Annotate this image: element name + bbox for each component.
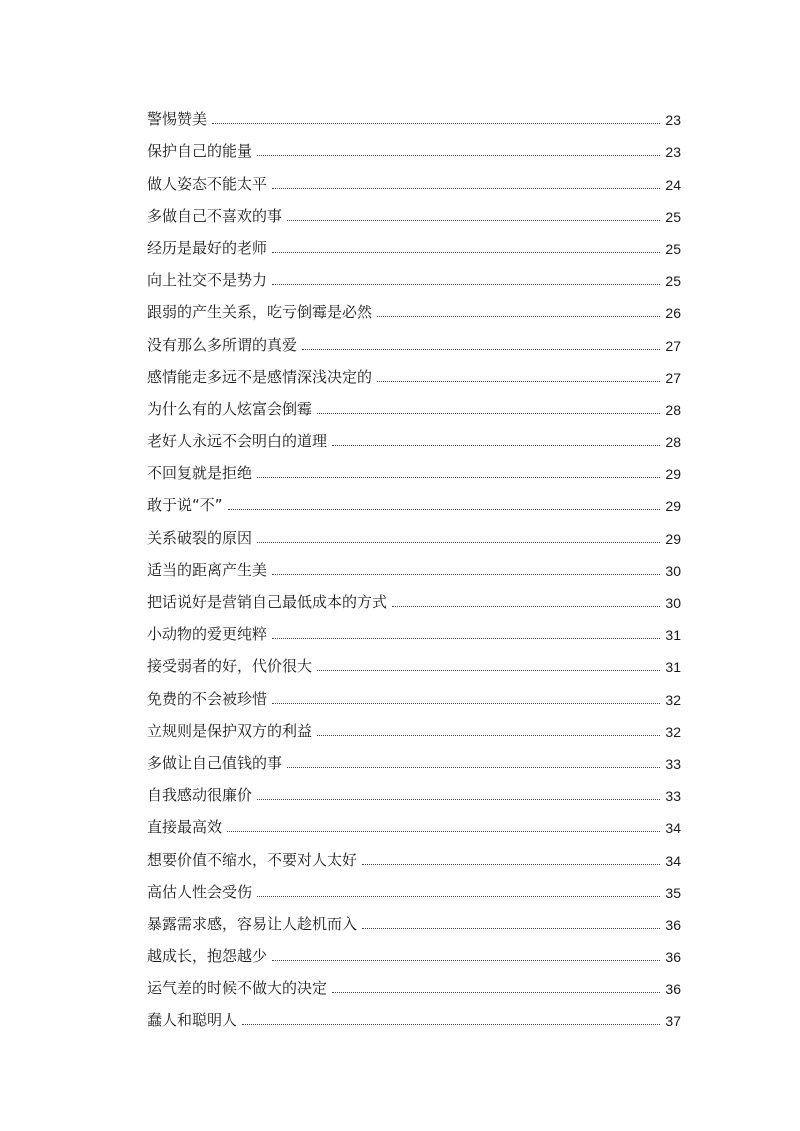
toc-entry-title: 把话说好是营销自己最低成本的方式 — [147, 593, 388, 611]
dot-leader — [377, 316, 660, 317]
toc-entry-title: 多做让自己值钱的事 — [147, 753, 283, 772]
toc-entry-page-number: 30 — [665, 562, 681, 579]
dot-leader — [317, 670, 660, 671]
dot-leader — [272, 284, 660, 285]
dot-leader — [302, 349, 660, 350]
toc-entry-page-number: 28 — [665, 434, 681, 451]
toc-entry[interactable] — [147, 871, 681, 903]
toc-entry[interactable] — [147, 484, 681, 516]
toc-entry[interactable] — [147, 452, 681, 484]
toc-entry[interactable] — [147, 645, 681, 677]
toc-entry-page-number: 36 — [665, 949, 681, 966]
toc-entry[interactable] — [147, 742, 681, 774]
toc-entry-title: 高估人性会受伤 — [147, 882, 253, 901]
toc-entry-title: 多做自己不喜欢的事 — [147, 206, 283, 225]
toc-entry-title: 为什么有的人炫富会倒霉 — [147, 399, 313, 418]
toc-entry-title: 跟弱的产生关系，吃亏倒霉是必然 — [147, 303, 373, 322]
toc-entry[interactable] — [147, 420, 681, 452]
toc-entry[interactable] — [147, 227, 681, 259]
dot-leader — [287, 767, 660, 768]
toc-entry-page-number: 29 — [665, 530, 681, 547]
toc-entry-title: 暴露需求感，容易让人趁机而入 — [147, 914, 358, 933]
toc-entry-title: 警惕赞美 — [147, 110, 208, 129]
dot-leader — [242, 1024, 660, 1025]
toc-entry[interactable] — [147, 323, 681, 355]
toc-entry[interactable] — [147, 774, 681, 806]
toc-entry[interactable] — [147, 999, 681, 1031]
toc-entry-page-number: 33 — [665, 788, 681, 805]
toc-entry-page-number: 31 — [665, 627, 681, 644]
toc-entry[interactable] — [147, 259, 681, 291]
dot-leader — [257, 477, 660, 478]
toc-entry[interactable] — [147, 613, 681, 645]
toc-entry-title: 向上社交不是势力 — [147, 271, 268, 290]
toc-entry[interactable] — [147, 162, 681, 194]
toc-entry-title: 免费的不会被珍惜 — [147, 689, 268, 708]
toc-entry[interactable] — [147, 130, 681, 162]
toc-entry-title: 直接最高效 — [147, 818, 223, 837]
toc-entry-page-number: 31 — [665, 659, 681, 676]
toc-entry-page-number: 35 — [665, 884, 681, 901]
dot-leader — [392, 606, 660, 607]
toc-entry-page-number: 27 — [665, 369, 681, 386]
toc-entry-page-number: 29 — [665, 466, 681, 483]
dot-leader — [272, 638, 660, 639]
toc-entry[interactable] — [147, 710, 681, 742]
toc-entry[interactable] — [147, 903, 681, 935]
toc-entry-page-number: 25 — [665, 208, 681, 225]
table-of-contents — [147, 98, 681, 1031]
dot-leader — [272, 703, 660, 704]
toc-entry-title: 做人姿态不能太平 — [147, 174, 268, 193]
toc-entry[interactable] — [147, 195, 681, 227]
toc-entry[interactable] — [147, 388, 681, 420]
toc-entry-page-number: 23 — [665, 144, 681, 161]
toc-entry-title: 没有那么多所谓的真爱 — [147, 335, 298, 354]
toc-entry-title: 想要价值不缩水，不要对人太好 — [147, 850, 358, 869]
dot-leader — [257, 896, 660, 897]
toc-entry-title: 老好人永远不会明白的道理 — [147, 432, 328, 451]
dot-leader — [272, 252, 660, 253]
toc-entry-page-number: 37 — [665, 1013, 681, 1030]
toc-entry-title: 敢于说“不” — [147, 496, 223, 515]
toc-entry-title: 自我感动很廉价 — [147, 786, 253, 805]
dot-leader — [287, 220, 660, 221]
toc-entry-title: 适当的距离产生美 — [147, 560, 268, 579]
toc-entry-title: 越成长，抱怨越少 — [147, 947, 268, 966]
dot-leader — [272, 960, 660, 961]
toc-entry-title: 蠢人和聪明人 — [147, 1011, 238, 1030]
dot-leader — [362, 928, 660, 929]
toc-entry-page-number: 32 — [665, 691, 681, 708]
toc-entry-page-number: 32 — [665, 723, 681, 740]
toc-entry-page-number: 27 — [665, 337, 681, 354]
toc-entry[interactable] — [147, 356, 681, 388]
toc-entry[interactable] — [147, 516, 681, 548]
toc-entry-page-number: 33 — [665, 755, 681, 772]
toc-entry-page-number: 36 — [665, 916, 681, 933]
dot-leader — [317, 413, 660, 414]
toc-entry-title: 感情能走多远不是感情深浅决定的 — [147, 367, 373, 386]
toc-entry[interactable] — [147, 967, 681, 999]
toc-entry[interactable] — [147, 935, 681, 967]
toc-entry-title: 小动物的爱更纯粹 — [147, 625, 268, 644]
dot-leader — [332, 992, 660, 993]
dot-leader — [257, 155, 660, 156]
dot-leader — [272, 188, 660, 189]
toc-entry-page-number: 34 — [665, 852, 681, 869]
toc-entry[interactable] — [147, 581, 681, 613]
dot-leader — [227, 831, 660, 832]
toc-entry-title: 保护自己的能量 — [147, 142, 253, 161]
toc-entry[interactable] — [147, 291, 681, 323]
dot-leader — [257, 542, 660, 543]
toc-entry-page-number: 26 — [665, 305, 681, 322]
dot-leader — [332, 445, 660, 446]
toc-entry-page-number: 24 — [665, 176, 681, 193]
toc-entry-title: 运气差的时候不做大的决定 — [147, 979, 328, 998]
dot-leader — [212, 123, 660, 124]
toc-entry-page-number: 25 — [665, 273, 681, 290]
toc-entry-page-number: 29 — [665, 498, 681, 515]
toc-entry-page-number: 28 — [665, 401, 681, 418]
toc-entry-page-number: 36 — [665, 981, 681, 998]
toc-entry-page-number: 30 — [665, 595, 681, 611]
toc-entry[interactable] — [147, 549, 681, 581]
toc-entry[interactable] — [147, 98, 681, 130]
toc-entry-title: 关系破裂的原因 — [147, 528, 253, 547]
toc-entry[interactable] — [147, 838, 681, 870]
dot-leader — [257, 799, 660, 800]
toc-entry-title: 接受弱者的好，代价很大 — [147, 657, 313, 676]
toc-entry-title: 立规则是保护双方的利益 — [147, 721, 313, 740]
toc-entry[interactable] — [147, 677, 681, 709]
toc-entry-title: 不回复就是拒绝 — [147, 464, 253, 483]
dot-leader — [362, 864, 660, 865]
dot-leader — [377, 381, 660, 382]
dot-leader — [272, 574, 660, 575]
toc-entry-title: 经历是最好的老师 — [147, 238, 268, 257]
toc-entry-page-number: 25 — [665, 240, 681, 257]
toc-entry-page-number: 34 — [665, 820, 681, 837]
toc-entry-page-number: 23 — [665, 112, 681, 129]
dot-leader — [317, 735, 660, 736]
toc-entry[interactable] — [147, 806, 681, 838]
dot-leader — [228, 509, 661, 510]
